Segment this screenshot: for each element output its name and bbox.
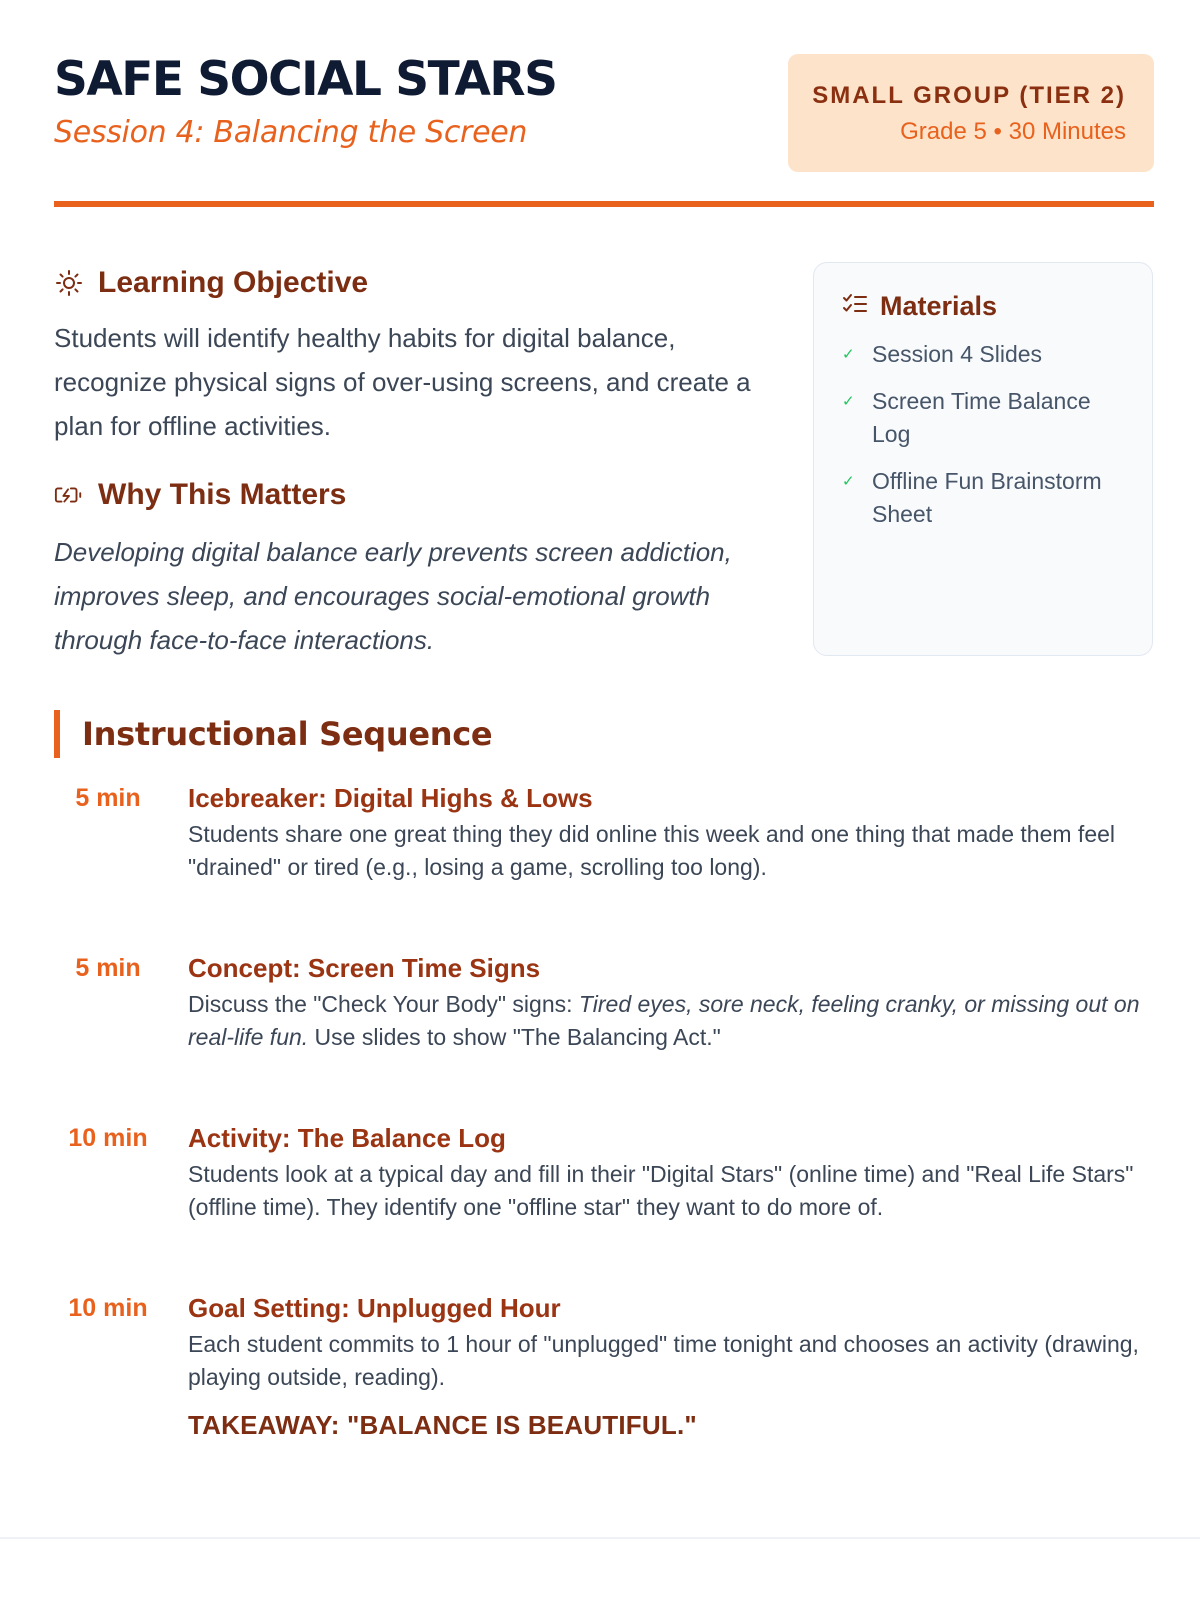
- materials-heading: [842, 291, 1130, 322]
- check-icon: ✓: [842, 346, 855, 363]
- step-title: Activity: The Balance Log: [188, 1123, 506, 1153]
- sequence-heading-label: Instructional Sequence: [82, 715, 493, 753]
- step-title: Icebreaker: Digital Highs & Lows: [188, 783, 593, 813]
- materials-heading-label: Materials: [880, 291, 998, 321]
- badge-subtitle: Grade 5 • 30 Minutes: [900, 117, 1126, 145]
- step-title: Goal Setting: Unplugged Hour: [188, 1293, 561, 1323]
- materials-item-label: Offline Fun Brainstorm Sheet: [872, 468, 1102, 527]
- footer-divider: [0, 1537, 1200, 1539]
- objective-heading: [54, 266, 368, 300]
- step-time: 10 min: [68, 1294, 148, 1322]
- step-time: 5 min: [75, 954, 141, 982]
- step-description-text: Use slides to show "The Balancing Act.": [308, 1024, 721, 1050]
- materials-list-item: [842, 338, 1130, 371]
- step-time: 10 min: [68, 1124, 148, 1152]
- materials-item-label: Session 4 Slides: [872, 341, 1043, 367]
- step-description: [188, 988, 1154, 1054]
- objective-text: Students will identify healthy habits for digital balance, recognize physical signs of over-using screens, and create a plan for offline activities.: [54, 323, 751, 441]
- step-description: Students look at a typical day and fill in their "Digital Stars" (online time) and "Real Life Stars" (offline time). They identify one "offline star" they want to do more of.: [188, 1161, 1134, 1220]
- step-description: Students share one great thing they did online this week and one thing that made them feel "drained" or tired (e.g., losing a game, scrolling too long).: [188, 821, 1116, 880]
- takeaway-text: TAKEAWAY: "BALANCE IS BEAUTIFUL.": [188, 1410, 697, 1440]
- materials-list-item: [842, 465, 1130, 531]
- sun-icon: [54, 268, 84, 298]
- step-title: Concept: Screen Time Signs: [188, 953, 541, 983]
- check-icon: ✓: [842, 393, 855, 410]
- why-text: Developing digital balance early prevents screen addiction, improves sleep, and encourages social-emotional growth through face-to-face interactions.: [54, 537, 732, 655]
- why-heading: [54, 478, 346, 512]
- session-subtitle: Session 4: Balancing the Screen: [54, 115, 528, 150]
- step-description-text: Discuss the "Check Your Body" signs:: [188, 991, 579, 1017]
- materials-item-label: Screen Time Balance Log: [872, 388, 1091, 447]
- step-description-emphasis: Tired eyes, sore neck, feeling cranky, or missing out on real-life fun.: [188, 991, 1140, 1050]
- sequence-heading: [54, 710, 492, 758]
- page-header: [54, 52, 1154, 212]
- group-badge: [788, 54, 1154, 172]
- step-time: 5 min: [75, 784, 141, 812]
- materials-card: [813, 262, 1153, 656]
- objective-heading-label: Learning Objective: [98, 266, 369, 299]
- page-title: SAFE SOCIAL STARS: [54, 52, 557, 107]
- materials-list-item: [842, 385, 1130, 451]
- step-description: Each student commits to 1 hour of "unplugged" time tonight and chooses an activity (drawing, playing outside, reading).: [188, 1331, 1139, 1390]
- header-divider: [54, 201, 1154, 207]
- check-icon: ✓: [842, 473, 855, 490]
- badge-title: SMALL GROUP (TIER 2): [812, 82, 1126, 109]
- why-heading-label: Why This Matters: [98, 478, 347, 511]
- checklist-icon: [842, 293, 868, 320]
- battery-charging-icon: [54, 480, 84, 510]
